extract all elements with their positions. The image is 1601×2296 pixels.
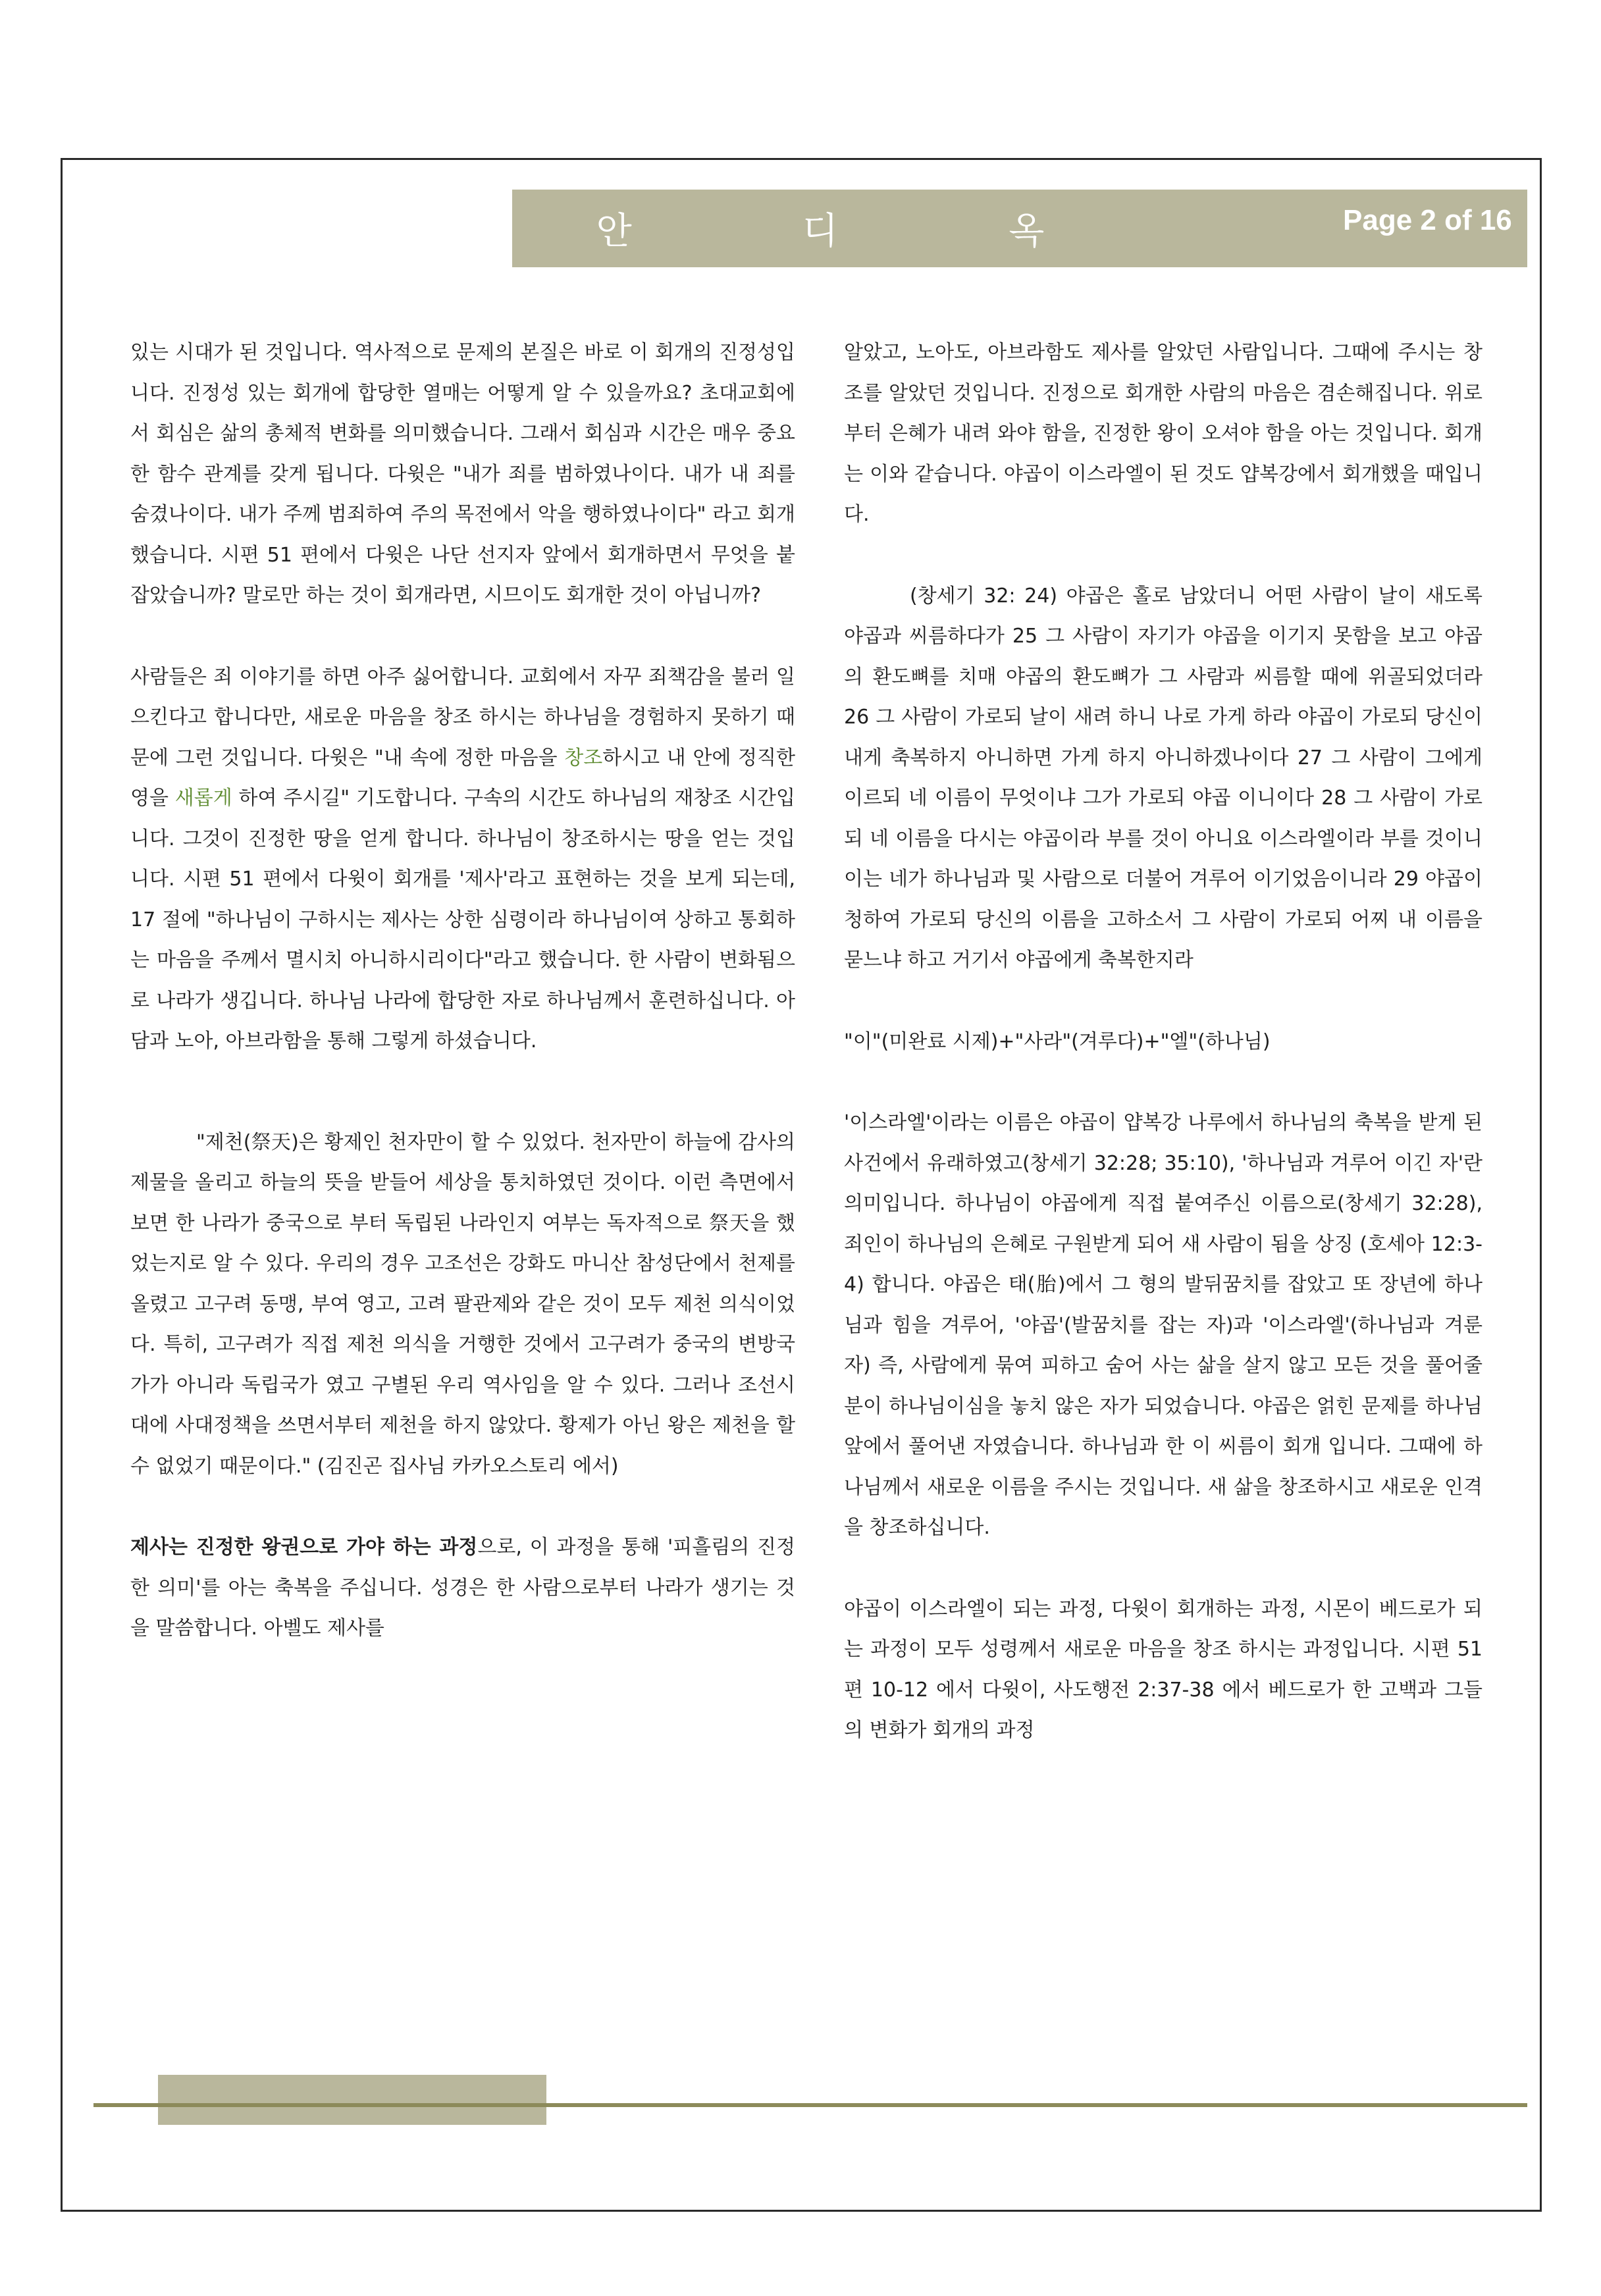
text-run: 하여 주시길" 기도합니다. 구속의 시간도 하나님의 재창조 시간입니다. 그것이 진정한 땅을 얻게 합니다. 하나님이 창조하시는 땅을 얻는 것입니다. 시편 51 편에서 다윗이 회개를 '제사'라고 표현하는 것을 보게 되는데, 17 절에 "하나님이 구하시는 제사는 상한 심령이라 하나님이여 상하고 통회하는 마음을 주께서 멸시치 아니하시리이다"라고 했습니다. 한 사람이 변화됨으로 나라가 생깁니다. 하나님 나라에 합당한 자로 하나님께서 훈련하십니다. 아담과 노아, 아브라함을 통해 그렇게 하셨습니다. [130,787,796,1053]
paragraph: 야곱이 이스라엘이 되는 과정, 다윗이 회개하는 과정, 시몬이 베드로가 되는 과정이 모두 성령께서 새로운 마음을 창조 하시는 과정입니다. 시편 51 편 10-12 에서 다윗이, 사도행전 2:37-38 에서 베드로가 한 고백과 그들의 변화가 회개의 과정 [844,1597,1483,1742]
paragraph [130,657,795,1062]
footer-block [158,2075,546,2125]
newsletter-title [512,190,1131,267]
text-run: 사람들은 죄 이야기를 하면 아주 싫어합니다. 교회에서 자꾸 죄책감을 불러 일으킨다고 합니다만, 새로운 마음을 창조 하시는 하나님을 경험하지 못하기 때문에 그런 것입니다. 다윗은 "내 속에 정한 마음을 [130,665,795,770]
quote-paragraph: "제천(祭天)은 황제인 천자만이 할 수 있었다. 천자만이 하늘에 감사의 제물을 올리고 하늘의 뜻을 받들어 세상을 통치하였던 것이다. 이런 측면에서 보면 한 나라가 중국으로 부터 독립된 나라인지 여부는 독자적으로 祭天을 했었는지로 알 수 있다. 우리의 경우 고조선은 강화도 마니산 참성단에서 천제를 올렸고 고구려 동맹, 부여 영고, 고려 팔관제와 같은 것이 모두 제천 의식이었다. 특히, 고구려가 직접 제천 의식을 거행한 것에서 고구려가 중국의 변방국가가 아니라 독립국가 였고 구별된 우리 역사임을 알 수 있다. 그러나 조선시대에 사대정책을 쓰면서부터 제천을 하지 않았다. 황제가 아닌 왕은 제천을 할 수 없었기 때문이다." (김진곤 집사님 카카오스토리 에서) [130,1130,795,1478]
etymology-line: "이"(미완료 시제)+"사라"(겨루다)+"엘"(하나님) [844,1030,1271,1053]
left-column [130,332,795,1649]
highlight-text: 창조 [564,746,603,770]
right-column [844,332,1483,1751]
highlight-text: 새롭게 [174,787,232,810]
footer-rule [93,2103,1527,2107]
page-number: Page 2 of 16 [1343,204,1512,236]
paragraph: 알았고, 노아도, 아브라함도 제사를 알았던 사람입니다. 그때에 주시는 창조를 알았던 것입니다. 진정으로 회개한 사람의 마음은 겸손해집니다. 위로부터 은혜가 내려 와야 함을, 진정한 왕이 오셔야 함을 아는 것입니다. 회개는 이와 같습니다. 야곱이 이스라엘이 된 것도 얍복강에서 회개했을 때입니다. [844,341,1483,526]
paragraph: 있는 시대가 된 것입니다. 역사적으로 문제의 본질은 바로 이 회개의 진정성입니다. 진정성 있는 회개에 합당한 열매는 어떻게 알 수 있을까요? 초대교회에서 회심은 삶의 총체적 변화를 의미했습니다. 그래서 회심과 시간은 매우 중요한 함수 관계를 갖게 됩니다. 다윗은 "내가 죄를 범하였나이다. 내가 내 죄를 숨겼나이다. 내가 주께 범죄하여 주의 목전에서 악을 행하였나이다" 라고 회개했습니다. 시편 51 편에서 다윗은 나단 선지자 앞에서 회개하면서 무엇을 붙잡았습니까? 말로만 하는 것이 회개라면, 시므이도 회개한 것이 아닙니까? [130,341,795,607]
bold-text: 제사는 진정한 왕권으로 가야 하는 과정 [130,1536,478,1559]
text-run: 하시고 내 안에 정직한 영을 [130,746,795,810]
title-char: 안 [596,210,635,253]
text-run: 으로, 이 과정을 통해 '피흘림의 진정한 의미'를 아는 축복을 주십니다. 성경은 한 사람으로부터 나라가 생기는 것을 말씀합니다. 아벨도 제사를 [130,1536,795,1640]
paragraph: '이스라엘'이라는 이름은 야곱이 얍복강 나루에서 하나님의 축복을 받게 된 사건에서 유래하였고(창세기 32:28; 35:10), '하나님과 겨루어 이긴 자'란 의미입니다. 하나님이 야곱에게 직접 붙여주신 이름으로(창세기 32:28), 죄인이 하나님의 은혜로 구원받게 되어 새 사람이 됨을 상징 (호세아 12:3-4) 합니다. 야곱은 태(胎)에서 그 형의 발뒤꿈치를 잡았고 또 장년에 하나님과 힘을 겨루어, '야곱'(발꿈치를 잡는 자)과 '이스라엘'(하나님과 겨룬 자) 즉, 사람에게 묶여 피하고 숨어 사는 삶을 살지 않고 모든 것을 풀어줄 분이 하나님이심을 놓치 않은 자가 되었습니다. 야곱은 얽힌 문제를 하나님 앞에서 풀어낸 자였습니다. 하나님과 한 이 씨름이 회개 입니다. 그때에 하나님께서 새로운 이름을 주시는 것입니다. 새 삶을 창조하시고 새로운 인격을 창조하십니다. [844,1111,1483,1539]
title-char: 디 [802,210,841,253]
paragraph [130,1527,795,1649]
title-char: 옥 [1009,210,1047,253]
scripture-paragraph: (창세기 32: 24) 야곱은 홀로 남았더니 어떤 사람이 날이 새도록 야곱과 씨름하다가 25 그 사람이 자기가 야곱을 이기지 못함을 보고 야곱의 환도뼈를 치매 야곱의 환도뼈가 그 사람과 씨름할 때에 위골되었더라 26 그 사람이 가로되 날이 새려 하니 나로 가게 하라 야곱이 가로되 당신이 내게 축복하지 아니하면 가게 하지 아니하겠나이다 27 그 사람이 그에게 이르되 네 이름이 무엇이냐 그가 가로되 야곱 이니이다 28 그 사람이 가로되 네 이름을 다시는 야곱이라 부를 것이 아니요 이스라엘이라 부를 것이니 이는 네가 하나님과 및 사람으로 더불어 겨루어 이기었음이니라 29 야곱이 청하여 가로되 당신의 이름을 고하소서 그 사람이 가로되 어찌 내 이름을 묻느냐 하고 거기서 야곱에게 축복한지라 [844,584,1483,972]
